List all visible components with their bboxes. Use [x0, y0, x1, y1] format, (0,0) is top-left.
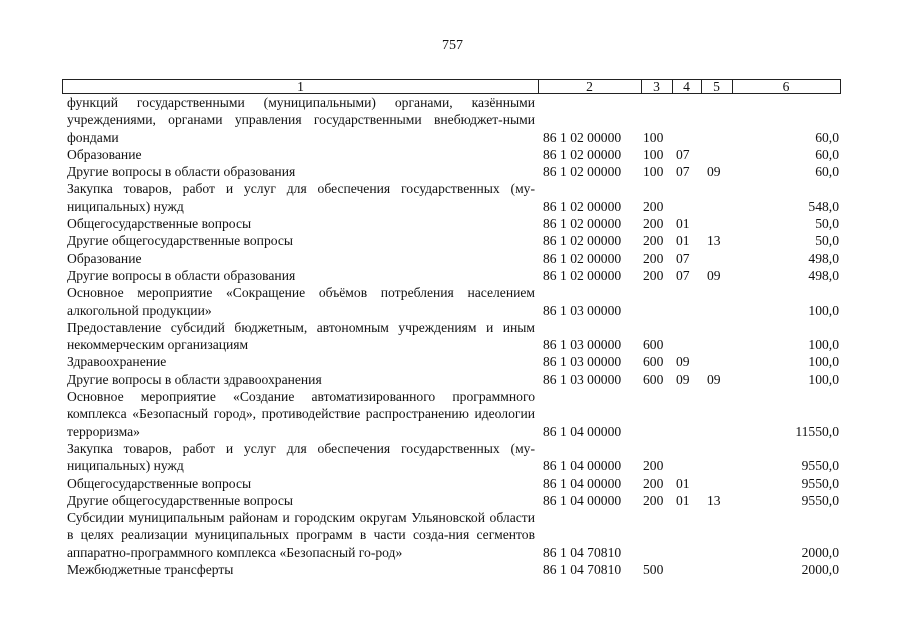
row-section: 01	[676, 492, 690, 508]
row-amount: 498,0	[808, 250, 839, 266]
row-expense-type: 600	[643, 371, 664, 387]
row-amount: 9550,0	[801, 492, 839, 508]
row-name: Основное мероприятие «Создание автоматизированного программного комплекса «Безопасный город», противодействие распространению идеологии терроризма»	[67, 389, 535, 439]
row-name: Субсидии муниципальным районам и городским округам Ульяновской области в целях реализации муниципальных программ в части созда-ния сегментов аппаратно-программного комплекса «Безопасный го-род»	[67, 510, 535, 560]
row-expense-type: 100	[643, 164, 664, 180]
row-name: Другие вопросы в области здравоохранения	[67, 371, 322, 387]
row-amount: 2000,0	[801, 562, 839, 578]
header-col-3: 3	[641, 80, 673, 94]
row-name: Предоставление субсидий бюджетным, автономным учреждениям и иным некоммерческим организациям	[67, 319, 535, 353]
table-row	[62, 319, 841, 354]
row-expense-type: 200	[643, 492, 664, 508]
row-name: Другие общегосударственные вопросы	[67, 492, 294, 508]
row-code: 86 1 03 00000	[543, 302, 622, 318]
row-amount: 498,0	[808, 267, 839, 283]
table-row	[62, 232, 841, 249]
row-section: 01	[676, 216, 690, 232]
row-code: 86 1 02 00000	[543, 233, 622, 249]
row-name: Общегосударственные вопросы	[67, 475, 252, 491]
row-amount: 548,0	[808, 198, 839, 214]
header-col-1: 1	[63, 80, 539, 94]
table-row	[62, 353, 841, 370]
row-subsection: 13	[707, 233, 721, 249]
row-amount: 100,0	[808, 371, 839, 387]
row-expense-type: 200	[643, 475, 664, 491]
row-expense-type: 500	[643, 562, 664, 578]
table-body	[62, 94, 841, 578]
row-expense-type: 100	[643, 146, 664, 162]
table-row	[62, 146, 841, 163]
row-section: 07	[676, 164, 690, 180]
table-row	[62, 440, 841, 475]
row-amount: 60,0	[815, 129, 839, 145]
row-expense-type: 600	[643, 337, 664, 353]
row-code: 86 1 02 00000	[543, 216, 622, 232]
row-amount: 2000,0	[801, 544, 839, 560]
budget-table	[62, 79, 841, 578]
row-name: функций государственными (муниципальными) органами, казёнными учреждениями, органами управления государственными внебюджет-ными фондами	[67, 95, 535, 145]
row-name: Закупка товаров, работ и услуг для обеспечения государственных (му-ниципальных) нужд	[67, 181, 535, 214]
row-amount: 50,0	[815, 216, 839, 232]
row-code: 86 1 02 00000	[543, 164, 622, 180]
table-row	[62, 492, 841, 509]
row-expense-type: 600	[643, 354, 664, 370]
row-name: Основное мероприятие «Сокращение объёмов потребления населением алкогольной продукции»	[67, 285, 535, 318]
row-section: 07	[676, 250, 690, 266]
page-number: 757	[442, 38, 463, 53]
row-code: 86 1 04 00000	[543, 458, 622, 474]
row-section: 09	[676, 371, 690, 387]
row-expense-type: 200	[643, 198, 664, 214]
row-code: 86 1 02 00000	[543, 250, 622, 266]
row-amount: 60,0	[815, 164, 839, 180]
row-code: 86 1 03 00000	[543, 337, 622, 353]
row-name: Общегосударственные вопросы	[67, 216, 252, 232]
table-row	[62, 475, 841, 492]
row-name: Межбюджетные трансферты	[67, 562, 234, 578]
row-code: 86 1 04 00000	[543, 475, 622, 491]
row-code: 86 1 04 70810	[543, 544, 622, 560]
table-row	[62, 284, 841, 319]
row-code: 86 1 03 00000	[543, 371, 622, 387]
row-amount: 9550,0	[801, 475, 839, 491]
row-expense-type: 200	[643, 458, 664, 474]
header-col-6: 6	[782, 79, 790, 94]
row-amount: 100,0	[808, 337, 839, 353]
row-subsection: 13	[707, 492, 721, 508]
row-amount: 100,0	[808, 302, 839, 318]
row-name: Другие вопросы в области образования	[67, 164, 296, 180]
table-row	[62, 94, 841, 146]
table-row	[62, 180, 841, 215]
row-expense-type: 200	[643, 267, 664, 283]
row-code: 86 1 04 70810	[543, 562, 622, 578]
row-section: 07	[676, 267, 690, 283]
table-header	[62, 79, 841, 94]
row-code: 86 1 02 00000	[543, 146, 622, 162]
row-name: Образование	[67, 146, 142, 162]
table-row	[62, 215, 841, 232]
header-col-5: 5	[701, 80, 733, 94]
row-subsection: 09	[707, 267, 721, 283]
row-subsection: 09	[707, 371, 721, 387]
row-amount: 11550,0	[795, 423, 839, 439]
table-row	[62, 388, 841, 440]
table-row	[62, 250, 841, 267]
row-amount: 100,0	[808, 354, 839, 370]
row-amount: 60,0	[815, 146, 839, 162]
row-name: Другие вопросы в области образования	[67, 267, 296, 283]
table-row	[62, 561, 841, 578]
row-section: 01	[676, 475, 690, 491]
row-code: 86 1 02 00000	[543, 267, 622, 283]
table-row	[62, 509, 841, 561]
row-code: 86 1 02 00000	[543, 198, 622, 214]
row-code: 86 1 03 00000	[543, 354, 622, 370]
row-subsection: 09	[707, 164, 721, 180]
row-section: 07	[676, 146, 690, 162]
row-name: Образование	[67, 250, 142, 266]
table-row	[62, 163, 841, 180]
row-code: 86 1 04 00000	[543, 492, 622, 508]
table-row	[62, 371, 841, 388]
row-name: Другие общегосударственные вопросы	[67, 233, 294, 249]
row-section: 01	[676, 233, 690, 249]
row-name: Здравоохранение	[67, 354, 167, 370]
row-amount: 50,0	[815, 233, 839, 249]
row-expense-type: 100	[643, 129, 664, 145]
row-section: 09	[676, 354, 690, 370]
row-code: 86 1 02 00000	[543, 129, 622, 145]
row-expense-type: 200	[643, 233, 664, 249]
table-row	[62, 267, 841, 284]
row-code: 86 1 04 00000	[543, 423, 622, 439]
row-expense-type: 200	[643, 216, 664, 232]
row-amount: 9550,0	[801, 458, 839, 474]
row-name: Закупка товаров, работ и услуг для обеспечения государственных (му-ниципальных) нужд	[67, 440, 535, 474]
row-expense-type: 200	[643, 250, 664, 266]
header-col-4: 4	[672, 80, 702, 94]
header-col-2: 2	[538, 80, 642, 94]
